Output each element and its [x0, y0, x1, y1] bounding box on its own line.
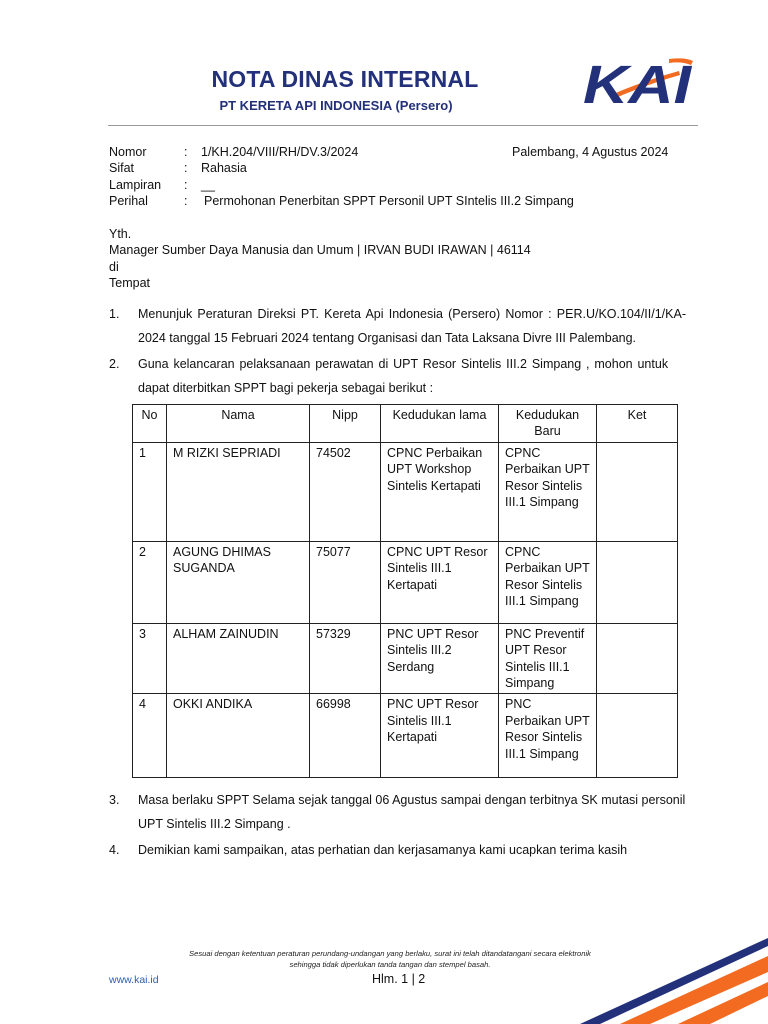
meta-colon: : — [184, 145, 188, 159]
cell-no: 4 — [133, 694, 167, 778]
meta-value-nomor: 1/KH.204/VIII/RH/DV.3/2024 — [201, 145, 359, 159]
column-header-kedudukan-baru: Kedudukan Baru — [499, 405, 597, 443]
column-header-no: No — [133, 405, 167, 443]
table-row — [133, 694, 678, 778]
table-header-row — [133, 405, 678, 443]
cell-kedudukan-baru: CPNC Perbaikan UPT Resor Sintelis III.1 Simpang — [499, 442, 597, 541]
header-divider — [108, 125, 698, 126]
cell-nipp: 57329 — [310, 623, 381, 694]
meta-label-perihal: Perihal — [109, 194, 148, 208]
cell-no: 1 — [133, 442, 167, 541]
meta-colon: : — [184, 194, 188, 208]
recipient-di: di — [109, 260, 119, 274]
kai-logo — [583, 55, 695, 107]
paragraph-4 — [138, 838, 698, 862]
meta-colon: : — [184, 161, 188, 175]
paragraph-number: 4. — [109, 843, 120, 857]
cell-no: 3 — [133, 623, 167, 694]
paragraph-number: 3. — [109, 793, 120, 807]
recipient-name: Manager Sumber Daya Manusia dan Umum | IRVAN BUDI IRAWAN | 46114 — [109, 243, 531, 257]
meta-colon: : — [184, 178, 188, 192]
cell-kedudukan-lama: CPNC UPT Resor Sintelis III.1 Kertapati — [381, 541, 499, 623]
page-number: Hlm. 1 | 2 — [372, 972, 426, 986]
document-title: NOTA DINAS INTERNAL — [211, 66, 479, 92]
meta-label-sifat: Sifat — [109, 161, 135, 175]
kai-logo-text: KAI — [583, 55, 693, 107]
meta-value-lampiran: __ — [201, 178, 215, 192]
recipient-greeting: Yth. — [109, 227, 132, 241]
recipient-place: Tempat — [109, 276, 150, 290]
column-header-nipp: Nipp — [310, 405, 381, 443]
paragraph-line: dapat diterbitkan SPPT bagi pekerja sebagai berikut : — [138, 381, 434, 395]
cell-nama: AGUNG DHIMAS SUGANDA — [167, 541, 310, 623]
table-row — [133, 442, 678, 541]
cell-nama: M RIZKI SEPRIADI — [167, 442, 310, 541]
cell-ket — [597, 623, 678, 694]
paragraph-1 — [138, 302, 686, 350]
meta-value-perihal: Permohonan Penerbitan SPPT Personil UPT SIntelis III.2 Simpang — [204, 194, 574, 208]
note-line: sehingga tidak diperlukan tanda tangan dan stempel basah. — [289, 960, 491, 969]
paragraph-line: Demikian kami sampaikan, atas perhatian dan kerjasamanya kami ucapkan terima kasih — [138, 843, 628, 857]
cell-kedudukan-lama: PNC UPT Resor Sintelis III.2 Serdang — [381, 623, 499, 694]
meta-value-sifat: Rahasia — [201, 161, 247, 175]
cell-ket — [597, 541, 678, 623]
paragraph-line: 2024 tanggal 15 Februari 2024 tentang Organisasi dan Tata Laksana Divre III Palembang. — [138, 331, 637, 345]
column-header-nama: Nama — [167, 405, 310, 443]
staff-table — [132, 404, 678, 778]
cell-nama: OKKI ANDIKA — [167, 694, 310, 778]
paragraph-line: Masa berlaku SPPT Selama sejak tanggal 06 Agustus sampai dengan terbitnya SK mutasi personil — [138, 793, 686, 807]
column-header-kedudukan-lama: Kedudukan lama — [381, 405, 499, 443]
cell-kedudukan-lama: CPNC Perbaikan UPT Workshop Sintelis Kertapati — [381, 442, 499, 541]
paragraph-3 — [138, 788, 698, 836]
cell-ket — [597, 694, 678, 778]
cell-nama: ALHAM ZAINUDIN — [167, 623, 310, 694]
column-header-ket: Ket — [597, 405, 678, 443]
paragraph-2 — [138, 352, 686, 400]
table-row — [133, 541, 678, 623]
cell-no: 2 — [133, 541, 167, 623]
decorative-stripes — [540, 900, 768, 1024]
cell-kedudukan-baru: PNC Perbaikan UPT Resor Sintelis III.1 Simpang — [499, 694, 597, 778]
paragraph-line: UPT Sintelis III.2 Simpang . — [138, 817, 291, 831]
website-link[interactable]: www.kai.id — [109, 974, 159, 986]
cell-nipp: 75077 — [310, 541, 381, 623]
meta-label-lampiran: Lampiran — [109, 178, 162, 192]
paragraph-number: 2. — [109, 357, 120, 371]
cell-kedudukan-baru: CPNC Perbaikan UPT Resor Sintelis III.1 Simpang — [499, 541, 597, 623]
company-name: PT KERETA API INDONESIA (Persero) — [219, 98, 453, 113]
cell-nipp: 74502 — [310, 442, 381, 541]
meta-label-nomor: Nomor — [109, 145, 147, 159]
cell-ket — [597, 442, 678, 541]
cell-nipp: 66998 — [310, 694, 381, 778]
cell-kedudukan-lama: PNC UPT Resor Sintelis III.1 Kertapati — [381, 694, 499, 778]
note-line: Sesuai dengan ketentuan peraturan perundang-undangan yang berlaku, surat ini telah ditandatangani secara elektronik — [189, 949, 591, 958]
paragraph-line: Guna kelancaran pelaksanaan perawatan di UPT Resor Sintelis III.2 Simpang , mohon untuk — [138, 357, 669, 371]
paragraph-number: 1. — [109, 307, 120, 321]
document-date: Palembang, 4 Agustus 2024 — [512, 145, 669, 159]
paragraph-line: Menunjuk Peraturan Direksi PT. Kereta Api Indonesia (Persero) Nomor : PER.U/KO.104/II/1/KA- — [138, 307, 686, 321]
table-row — [133, 623, 678, 694]
cell-kedudukan-baru: PNC Preventif UPT Resor Sintelis III.1 Simpang — [499, 623, 597, 694]
